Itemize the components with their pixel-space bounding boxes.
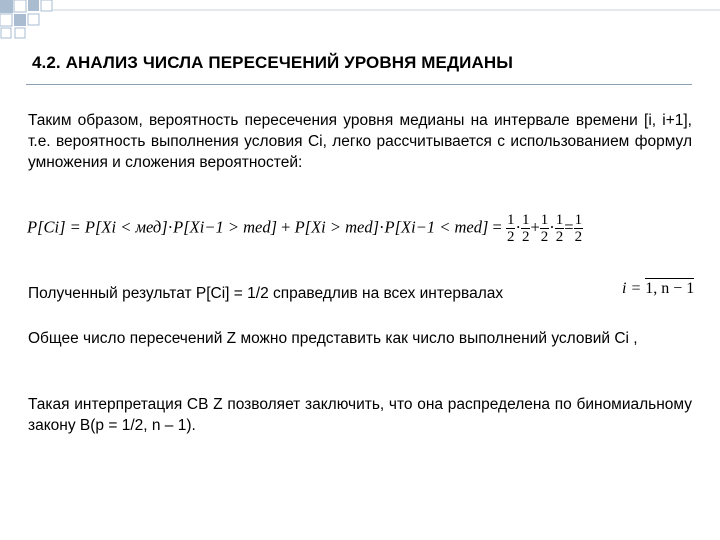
paragraph-total-crossings: Общее число пересечений Z можно представить как число выполнений условий Ci , xyxy=(28,330,638,347)
interval-range-value: 1, n − 1 xyxy=(645,280,695,297)
fraction-2: $\frac{1}{2}$ xyxy=(521,212,530,245)
title-divider xyxy=(26,84,692,85)
formula-term3: P[Xi > med] xyxy=(294,217,380,237)
fraction-3: $\frac{1}{2}$ xyxy=(540,212,549,245)
formula-term4: P[Xi−1 < med] xyxy=(384,217,489,237)
fraction-4: $\frac{1}{2}$ xyxy=(555,212,564,245)
interval-range: i = 1, n − 1 xyxy=(622,280,695,297)
decorative-squares xyxy=(0,0,720,40)
formula-term1: P[Xi < мед] xyxy=(84,217,168,237)
fraction-5: $\frac{1}{2}$ xyxy=(574,212,583,245)
formula-equals: = xyxy=(488,217,506,237)
formula-dot2: · xyxy=(379,217,385,237)
paragraph-intro: Таким образом, вероятность пересечения уровня медианы на интервале времени [i, i+1], т.е. вероятность выполнения условия Ci, легко рассчитывается с использованием формул умножения и сложения вероятностей: xyxy=(28,112,692,171)
probability-formula: P[Ci] = P[Xi < мед]·P[Xi−1 > med] + P[Xi > med]·P[Xi−1 < med] = $\frac{1}{2}$ · $\frac{1}{2}$ + $\frac{1}{2}$ · $\frac{1}{2}$ = $\frac{1}{2}$ xyxy=(27,212,583,245)
formula-term2: P[Xi−1 > med] xyxy=(173,217,278,237)
formula-dot1: · xyxy=(167,217,174,237)
fraction-1: $\frac{1}{2}$ xyxy=(506,212,515,245)
paragraph-binomial: Такая интерпретация СВ Z позволяет заключить, что она распределена по биномиальному закону B(p = 1/2, n – 1). xyxy=(28,396,692,434)
formula-plus: + xyxy=(277,217,295,237)
paragraph-result: Полученный результат P[Ci] = 1/2 справедлив на всех интервалах xyxy=(28,285,504,302)
formula-lhs: P[Ci] = xyxy=(27,217,85,237)
slide-title: 4.2. АНАЛИЗ ЧИСЛА ПЕРЕСЕЧЕНИЙ УРОВНЯ МЕДИАНЫ xyxy=(32,53,513,72)
